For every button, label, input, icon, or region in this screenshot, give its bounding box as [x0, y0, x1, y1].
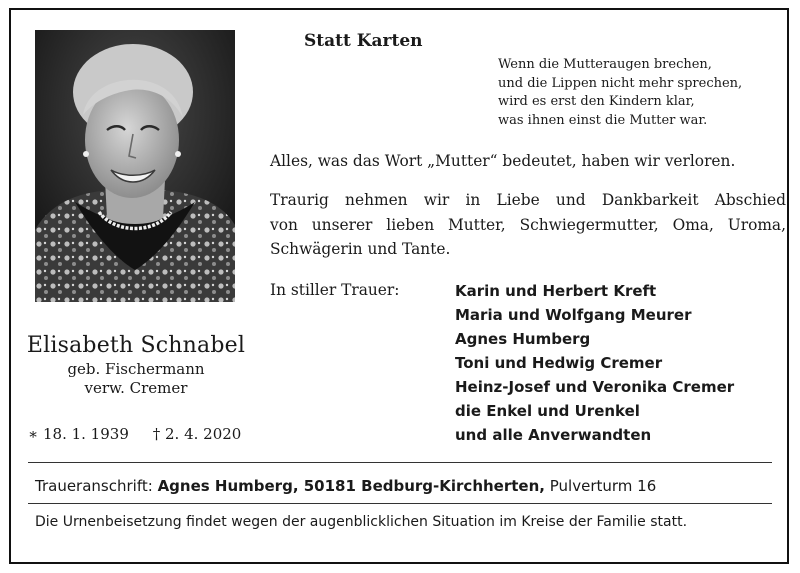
deceased-info	[20, 332, 252, 398]
heading: Statt Karten	[304, 31, 423, 51]
birth-name: geb. Fischermann	[67, 360, 205, 378]
mourner-item: Agnes Humberg	[455, 330, 591, 348]
life-dates	[28, 425, 241, 443]
mourner-item: und alle Anverwandten	[455, 426, 652, 444]
farewell-line: Traurig nehmen wir in Liebe und Dankbarkeit Abschied	[270, 191, 786, 209]
address-label: Traueranschrift:	[35, 477, 153, 495]
mourners-list	[455, 279, 734, 447]
poem-line: und die Lippen nicht mehr sprechen,	[498, 75, 743, 91]
poem-line: Wenn die Mutteraugen brechen,	[498, 57, 712, 72]
mourner-item: Karin und Herbert Kreft	[455, 282, 657, 300]
mourner-item: Toni und Hedwig Cremer	[455, 354, 663, 372]
poem-line: wird es erst den Kindern klar,	[498, 94, 695, 109]
mourner-item: Heinz-Josef und Veronika Cremer	[455, 378, 735, 396]
birth-symbol: ∗	[28, 425, 39, 443]
death-symbol: †	[152, 425, 161, 443]
address-street: Pulverturm 16	[549, 477, 657, 495]
farewell-line: Schwägerin und Tante.	[270, 240, 451, 258]
widowed-name: verw. Cremer	[84, 379, 188, 397]
farewell-line: von unserer lieben Mutter, Schwiegermutter, Oma, Uroma,	[270, 215, 786, 234]
mourner-item: Maria und Wolfgang Meurer	[455, 306, 692, 324]
mourning-label: In stiller Trauer:	[270, 281, 400, 299]
deceased-name: Elisabeth Schnabel	[26, 333, 246, 358]
mourning-address	[35, 477, 656, 495]
portrait-photo	[35, 30, 235, 302]
burial-notice: Die Urnenbeisetzung findet wegen der augenblicklichen Situation im Kreise der Familie statt.	[35, 514, 688, 530]
farewell-paragraph	[270, 188, 786, 262]
address-contact: Agnes Humberg, 50181 Bedburg-Kirchherten,	[157, 477, 545, 495]
divider	[28, 462, 772, 463]
death-date: 2. 4. 2020	[165, 425, 242, 443]
mourner-item: die Enkel und Urenkel	[455, 402, 640, 420]
divider	[28, 503, 772, 504]
lead-line: Alles, was das Wort „Mutter“ bedeutet, haben wir verloren.	[270, 152, 736, 170]
poem-line: was ihnen einst die Mutter war.	[498, 112, 708, 128]
poem	[498, 56, 742, 130]
birth-date: 18. 1. 1939	[42, 425, 129, 443]
